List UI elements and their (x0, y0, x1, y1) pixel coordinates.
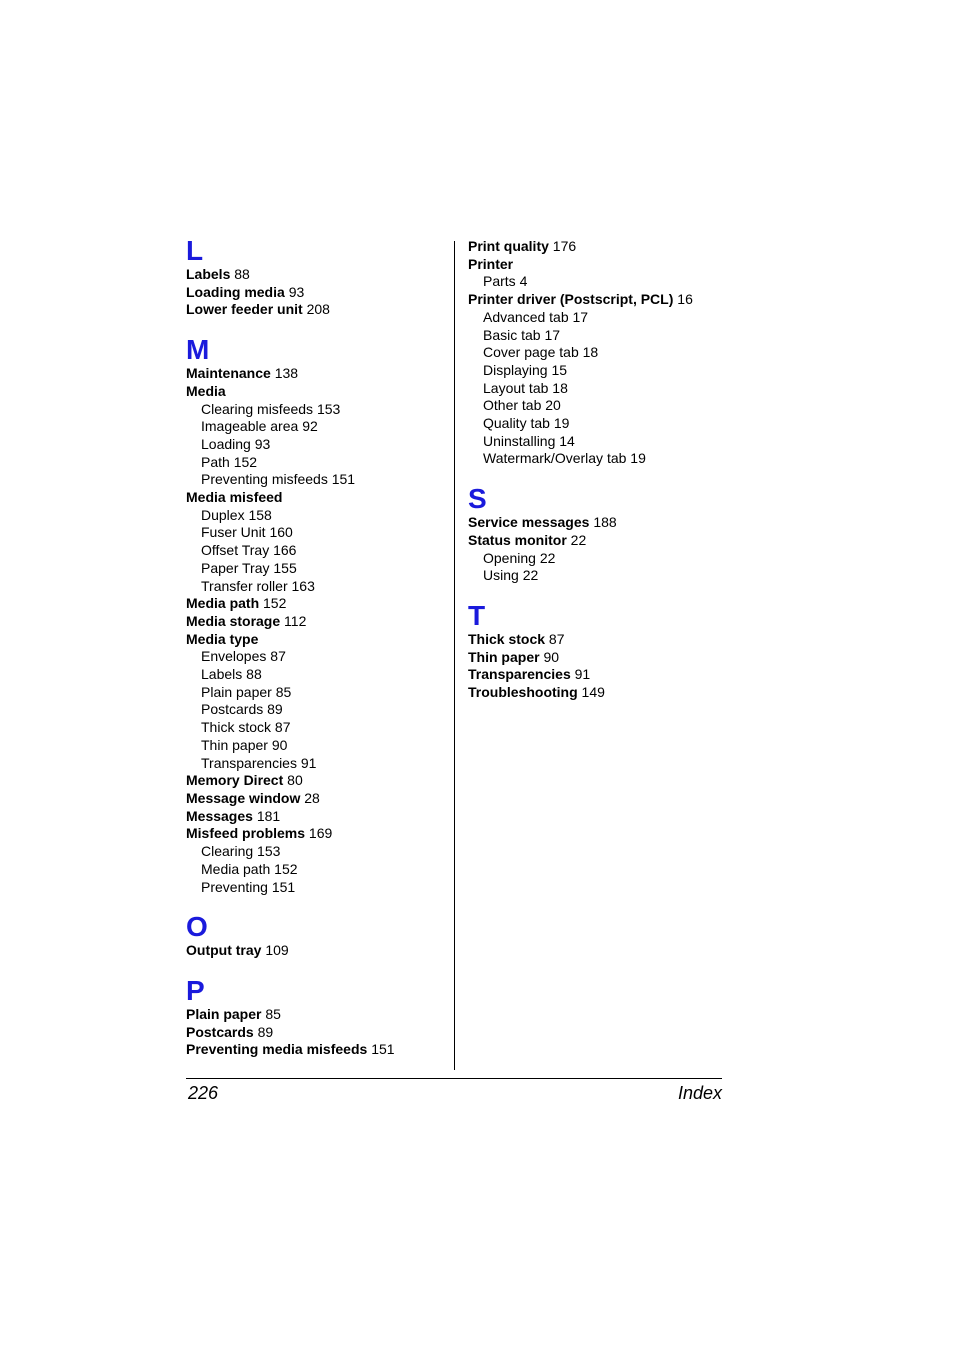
entry-term: Offset Tray (201, 542, 270, 559)
index-entry (468, 649, 738, 667)
entry-page: 163 (291, 577, 315, 594)
index-subentry (186, 879, 448, 897)
entry-page: 158 (248, 506, 272, 523)
entry-term: Transparencies (468, 666, 571, 683)
index-entry (186, 613, 448, 631)
index-entry (468, 256, 738, 274)
entry-term: Message window (186, 789, 301, 806)
index-subentry (186, 524, 448, 542)
entry-term: Preventing misfeeds (201, 471, 328, 488)
entry-page: 19 (630, 450, 646, 467)
index-subentry (468, 397, 738, 415)
entry-term: Printer (468, 255, 514, 272)
index-subentry (468, 344, 738, 362)
index-entry (186, 631, 448, 649)
index-section (468, 238, 738, 468)
index-entry (468, 631, 738, 649)
index-subentry (186, 861, 448, 879)
entry-page: 151 (371, 1041, 395, 1058)
entry-term: Media path (186, 595, 260, 612)
index-entry (186, 266, 448, 284)
index-column-right (468, 238, 738, 702)
entry-page: 88 (246, 666, 262, 683)
column-divider (454, 241, 455, 1070)
index-subentry (186, 719, 448, 737)
entry-term: Output tray (186, 942, 262, 959)
entry-term: Imageable area (201, 418, 299, 435)
entry-page: 4 (519, 273, 528, 290)
entry-term: Using (483, 567, 519, 584)
entry-term: Messages (186, 807, 253, 824)
entry-term: Thick stock (201, 719, 272, 736)
index-subentry (186, 401, 448, 419)
entry-page: 151 (331, 471, 356, 488)
index-entry (468, 238, 738, 256)
index-entry (186, 595, 448, 613)
entry-page: 14 (559, 432, 575, 449)
entry-page: 85 (265, 1005, 281, 1022)
entry-term: Labels (201, 666, 243, 683)
entry-term: Thick stock (468, 630, 546, 647)
entry-page: 22 (522, 567, 539, 584)
index-entry (186, 772, 448, 790)
entry-page: 87 (274, 719, 291, 736)
index-section (186, 912, 448, 960)
index-subentry (468, 327, 738, 345)
entry-term: Media path (201, 860, 271, 877)
entry-term: Service messages (468, 514, 590, 531)
entry-page: 22 (539, 549, 556, 566)
index-subentry (468, 550, 738, 568)
entry-term: Loading media (186, 283, 285, 300)
entry-page: 93 (288, 283, 305, 300)
entry-page: 91 (574, 666, 591, 683)
index-entry (186, 808, 448, 826)
index-entry (186, 284, 448, 302)
entry-term: Print quality (468, 238, 549, 254)
entry-page: 109 (265, 942, 289, 959)
index-entry (186, 365, 448, 383)
section-letter: T (468, 599, 486, 631)
entry-term: Postcards (201, 701, 264, 718)
entry-page: 176 (552, 238, 577, 254)
entry-page: 169 (308, 825, 333, 842)
entry-page: 138 (274, 365, 299, 382)
index-section (186, 236, 448, 319)
index-entry (186, 825, 448, 843)
entry-term: Thin paper (201, 736, 268, 753)
entry-page: 155 (273, 559, 297, 576)
index-column-left (186, 236, 448, 1059)
index-subentry (186, 454, 448, 472)
entry-term: Advanced tab (483, 308, 569, 325)
index-entry (186, 489, 448, 507)
entry-page: 85 (275, 683, 292, 700)
index-entry (468, 666, 738, 684)
entry-page: 92 (302, 418, 318, 435)
index-entry (468, 514, 738, 532)
entry-term: Memory Direct (186, 772, 284, 789)
entry-page: 181 (256, 807, 281, 824)
index-entry (186, 301, 448, 319)
entry-page: 112 (284, 612, 307, 629)
footer-section-title: Index (677, 1083, 722, 1103)
index-section (186, 335, 448, 896)
entry-page: 90 (271, 736, 288, 753)
index-subentry (186, 843, 448, 861)
index-entry (468, 291, 738, 309)
entry-page: 15 (551, 361, 568, 378)
entry-page: 89 (267, 701, 283, 718)
index-subentry (186, 755, 448, 773)
entry-term: Postcards (186, 1023, 254, 1040)
entry-page: 16 (677, 291, 693, 308)
index-subentry (468, 415, 738, 433)
index-section (468, 601, 738, 702)
entry-term: Thin paper (468, 648, 540, 665)
entry-page: 80 (287, 772, 303, 789)
entry-page: 188 (593, 514, 617, 531)
index-subentry (186, 436, 448, 454)
entry-term: Fuser Unit (201, 524, 266, 541)
index-entry (468, 532, 738, 550)
section-letter: S (468, 483, 487, 515)
entry-page: 166 (273, 542, 297, 559)
index-subentry (468, 362, 738, 380)
footer-rule (186, 1078, 722, 1079)
entry-page: 152 (274, 860, 298, 877)
entry-page: 151 (271, 878, 296, 895)
entry-page: 17 (544, 326, 561, 343)
index-subentry (468, 450, 738, 468)
entry-term: Troubleshooting (468, 684, 578, 701)
index-entry (186, 790, 448, 808)
entry-page: 91 (300, 754, 317, 771)
entry-page: 93 (254, 435, 271, 452)
entry-page: 88 (234, 266, 250, 282)
entry-term: Envelopes (201, 648, 267, 665)
entry-page: 18 (552, 379, 568, 396)
entry-page: 87 (548, 630, 565, 647)
entry-term: Plain paper (186, 1005, 262, 1022)
entry-term: Clearing (201, 843, 254, 860)
entry-term: Cover page tab (483, 344, 579, 361)
index-entry (186, 1006, 448, 1024)
entry-page: 17 (572, 308, 589, 325)
entry-term: Path (201, 453, 230, 470)
index-subentry (186, 578, 448, 596)
entry-term: Media type (186, 630, 259, 647)
entry-term: Maintenance (186, 365, 271, 382)
entry-term: Other tab (483, 397, 542, 414)
entry-term: Basic tab (483, 326, 541, 343)
entry-page: 153 (257, 843, 281, 860)
entry-page: 152 (233, 453, 258, 470)
entry-term: Displaying (483, 361, 548, 378)
index-section (186, 976, 448, 1059)
entry-term: Media (186, 382, 226, 399)
entry-term: Quality tab (483, 415, 550, 432)
index-subentry (186, 737, 448, 755)
index-subentry (468, 380, 738, 398)
entry-term: Labels (186, 266, 231, 282)
index-subentry (186, 418, 448, 436)
entry-term: Duplex (201, 506, 245, 523)
index-subentry (186, 471, 448, 489)
index-subentry (468, 309, 738, 327)
index-subentry (186, 542, 448, 560)
index-subentry (468, 273, 738, 291)
section-letter: P (186, 974, 205, 1006)
index-subentry (468, 567, 738, 585)
entry-term: Misfeed problems (186, 825, 306, 842)
entry-page: 149 (581, 684, 605, 701)
entry-term: Media misfeed (186, 489, 283, 506)
entry-term: Media storage (186, 612, 281, 629)
index-subentry (186, 701, 448, 719)
index-entry (186, 383, 448, 401)
index-subentry (186, 684, 448, 702)
entry-page: 28 (304, 789, 320, 806)
index-entry (186, 942, 448, 960)
entry-term: Status monitor (468, 531, 567, 548)
index-subentry (468, 433, 738, 451)
footer-page-number: 226 (188, 1083, 219, 1103)
index-subentry (186, 666, 448, 684)
entry-page: 22 (570, 531, 587, 548)
entry-term: Transparencies (201, 754, 297, 771)
entry-term: Loading (201, 435, 251, 452)
index-subentry (186, 648, 448, 666)
entry-page: 160 (269, 524, 293, 541)
entry-term: Paper Tray (201, 559, 270, 576)
entry-term: Preventing (201, 878, 268, 895)
index-entry (186, 1041, 448, 1059)
section-letter: O (186, 911, 208, 943)
entry-page: 89 (257, 1023, 274, 1040)
entry-term: Uninstalling (483, 432, 556, 449)
entry-term: Parts (483, 273, 516, 290)
entry-term: Preventing media misfeeds (186, 1041, 368, 1058)
entry-term: Printer driver (Postscript, PCL) (468, 291, 674, 308)
entry-page: 20 (545, 397, 561, 414)
entry-page: 208 (306, 301, 330, 318)
entry-page: 153 (316, 400, 341, 417)
index-entry (186, 1024, 448, 1042)
entry-term: Clearing misfeeds (201, 400, 314, 417)
entry-page: 19 (553, 415, 570, 432)
section-letter: M (186, 334, 210, 366)
entry-term: Opening (483, 549, 536, 566)
entry-term: Plain paper (201, 683, 272, 700)
section-letter: L (186, 235, 204, 266)
entry-term: Layout tab (483, 379, 549, 396)
index-section (468, 484, 738, 585)
index-entry (468, 684, 738, 702)
entry-page: 87 (270, 648, 286, 665)
entry-page: 152 (263, 595, 287, 612)
entry-term: Lower feeder unit (186, 301, 303, 318)
index-subentry (186, 560, 448, 578)
entry-page: 90 (543, 648, 560, 665)
index-subentry (186, 507, 448, 525)
entry-term: Watermark/Overlay tab (483, 450, 627, 467)
entry-page: 18 (582, 344, 599, 361)
entry-term: Transfer roller (201, 577, 288, 594)
